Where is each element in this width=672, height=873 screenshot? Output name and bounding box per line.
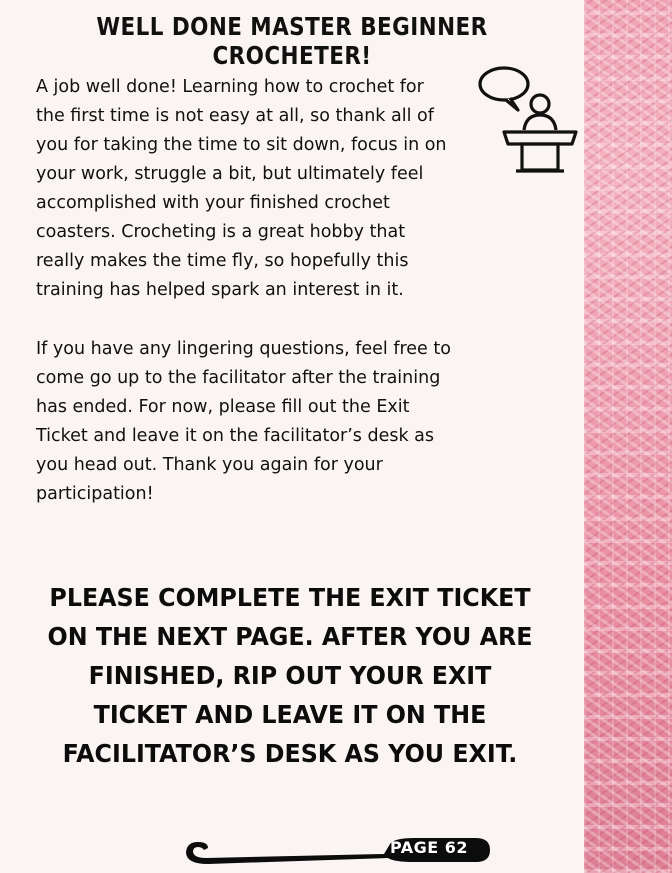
speech-bubble-tail [506,98,518,110]
closing-paragraph: If you have any lingering questions, feel free to come go up to the facilitator after the training has ended. For now, please fill out the Exit Ticket and leave it on the facilitator’s desk as you head out. Thank you again for your participation! [36,339,451,504]
pink-yarn-texture [584,0,672,873]
page-number: PAGE 62 [389,838,469,857]
speaker-podium-icon [474,64,580,176]
speaker-head [531,95,549,113]
speech-bubble [480,68,528,100]
intro-paragraph: A job well done! Learning how to crochet for the first time is not easy at all, so thank all of you for taking the time to sit down, focus in on your work, struggle a bit, but ultimately feel accomplished with your finished crochet coasters. Crocheting is a great hobby that really makes the time fly, so hopefully this training has helped spark an interest in it. [36,77,447,300]
page-title: WELL DONE MASTER BEGINNER CROCHETER! [96,12,488,70]
podium-top [504,132,576,144]
podium-stand [522,144,558,170]
speaker-body [524,115,556,130]
exit-ticket-instructions: PLEASE COMPLETE THE EXIT TICKET ON THE NEXT PAGE. AFTER YOU ARE FINISHED, RIP OUT YOUR EXIT TICKET AND LEAVE IT ON THE FACILITATOR’S DESK AS YOU EXIT. [47,583,533,768]
